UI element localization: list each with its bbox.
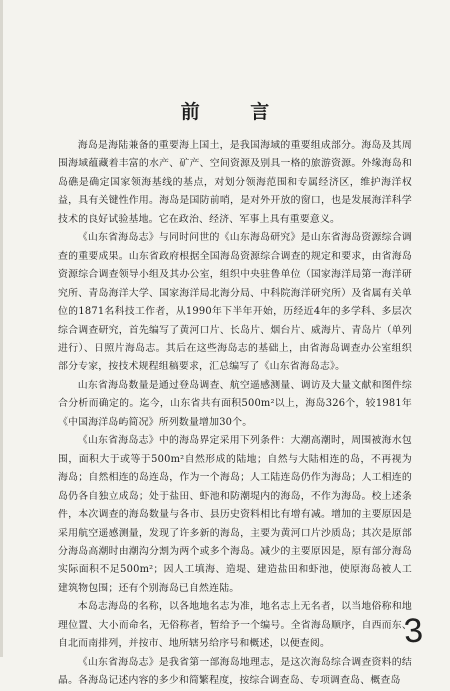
body-text	[58, 137, 412, 691]
paragraph-6: 《山东省海岛志》是我省第一部海岛地理志，是这次海岛综合调查资料的结晶。各海岛记述内容的多少和简繁程度，按综合调查岛、专项调查岛、概查岛	[58, 656, 412, 687]
page-number: 3	[402, 611, 425, 651]
paragraph-5: 本岛志海岛的名称，以各地地名志为准，地名志上无名者，以当地俗称和地理位置、大小而命名，无俗称者，暂给予一个编号。全省海岛顺序，自西而东、自北而南排列，并按市、地所辖另给序号和概述，以便查阅。	[58, 601, 412, 650]
paragraph-4: 《山东省海岛志》中的海岛界定采用下列条件：大潮高潮时，周围被海水包围，面积大于或等于500m²自然形成的陆地；自然与大陆相连的岛，不再视为海岛；自然相连的岛连岛，作为一个海岛；人工陆连岛仍作为海岛；人工相连的岛仍各自独立成岛；处于盐田、虾池和防潮堤内的海岛，不作为海岛。校上述条件，本次调查的海岛数量与各市、县历史资料相比有增有减。增加的主要原因是采用航空遥感测量，发现了许多新的海岛，主要为黄河口片沙质岛；其次是原部分海岛高潮时由潮沟分割为两个或多个海岛。减少的主要原因是，原有部分海岛实际面积不足500m²；因人工填海、造堤、建造盐田和虾池，使原海岛被人工建筑物包围；还有个别海岛已自然连陆。	[58, 435, 412, 594]
page-title: 前 言	[180, 101, 292, 123]
paragraph-1: 海岛是海陆兼备的重要海上国土，是我国海域的重要组成部分。海岛及其周围海域蕴藏着丰富的水产、矿产、空间资源及别具一格的旅游资源。外缘海岛和岛礁是确定国家领海基线的基点，对划分领海范围和专属经济区，维护海洋权益，具有关键性作用。海岛是国防前哨，是对外开放的窗口，也是发展海洋科学技术的良好试验基地。它在政治、经济、军事上具有重要意义。	[58, 140, 412, 225]
paragraph-3: 山东省海岛数量是通过登岛调查、航空遥感测量、调访及大量文献和图件综合分析而确定的。迄今，山东省共有面积500m²以上，海岛326个，较1981年《中国海洋岛屿简况》所列数量增加30个。	[58, 379, 412, 428]
paragraph-2: 《山东省海岛志》与同时问世的《山东海岛研究》是山东省海岛资源综合调查的重要成果。山东省政府根据全国海岛资源综合调查的规定和要求，由省海岛资源综合调查领导小组及其办公室，组织中央驻鲁单位（国家海洋局第一海洋研究所、青岛海洋大学、国家海洋局北海分局、中科院海洋研究所）及省属有关单位的1871名科技工作者，从1990年下半年开始，历经近4年的多学科、多层次综合调查研究，首先编写了黄河口片、长岛片、烟台片、威海片、青岛片（单列进行）、日照片海岛志。其后在这些海岛志的基础上，由省海岛调查办公室组织部分专家，按技术规程组稿要求，汇总编写了《山东省海岛志》。	[58, 232, 412, 373]
